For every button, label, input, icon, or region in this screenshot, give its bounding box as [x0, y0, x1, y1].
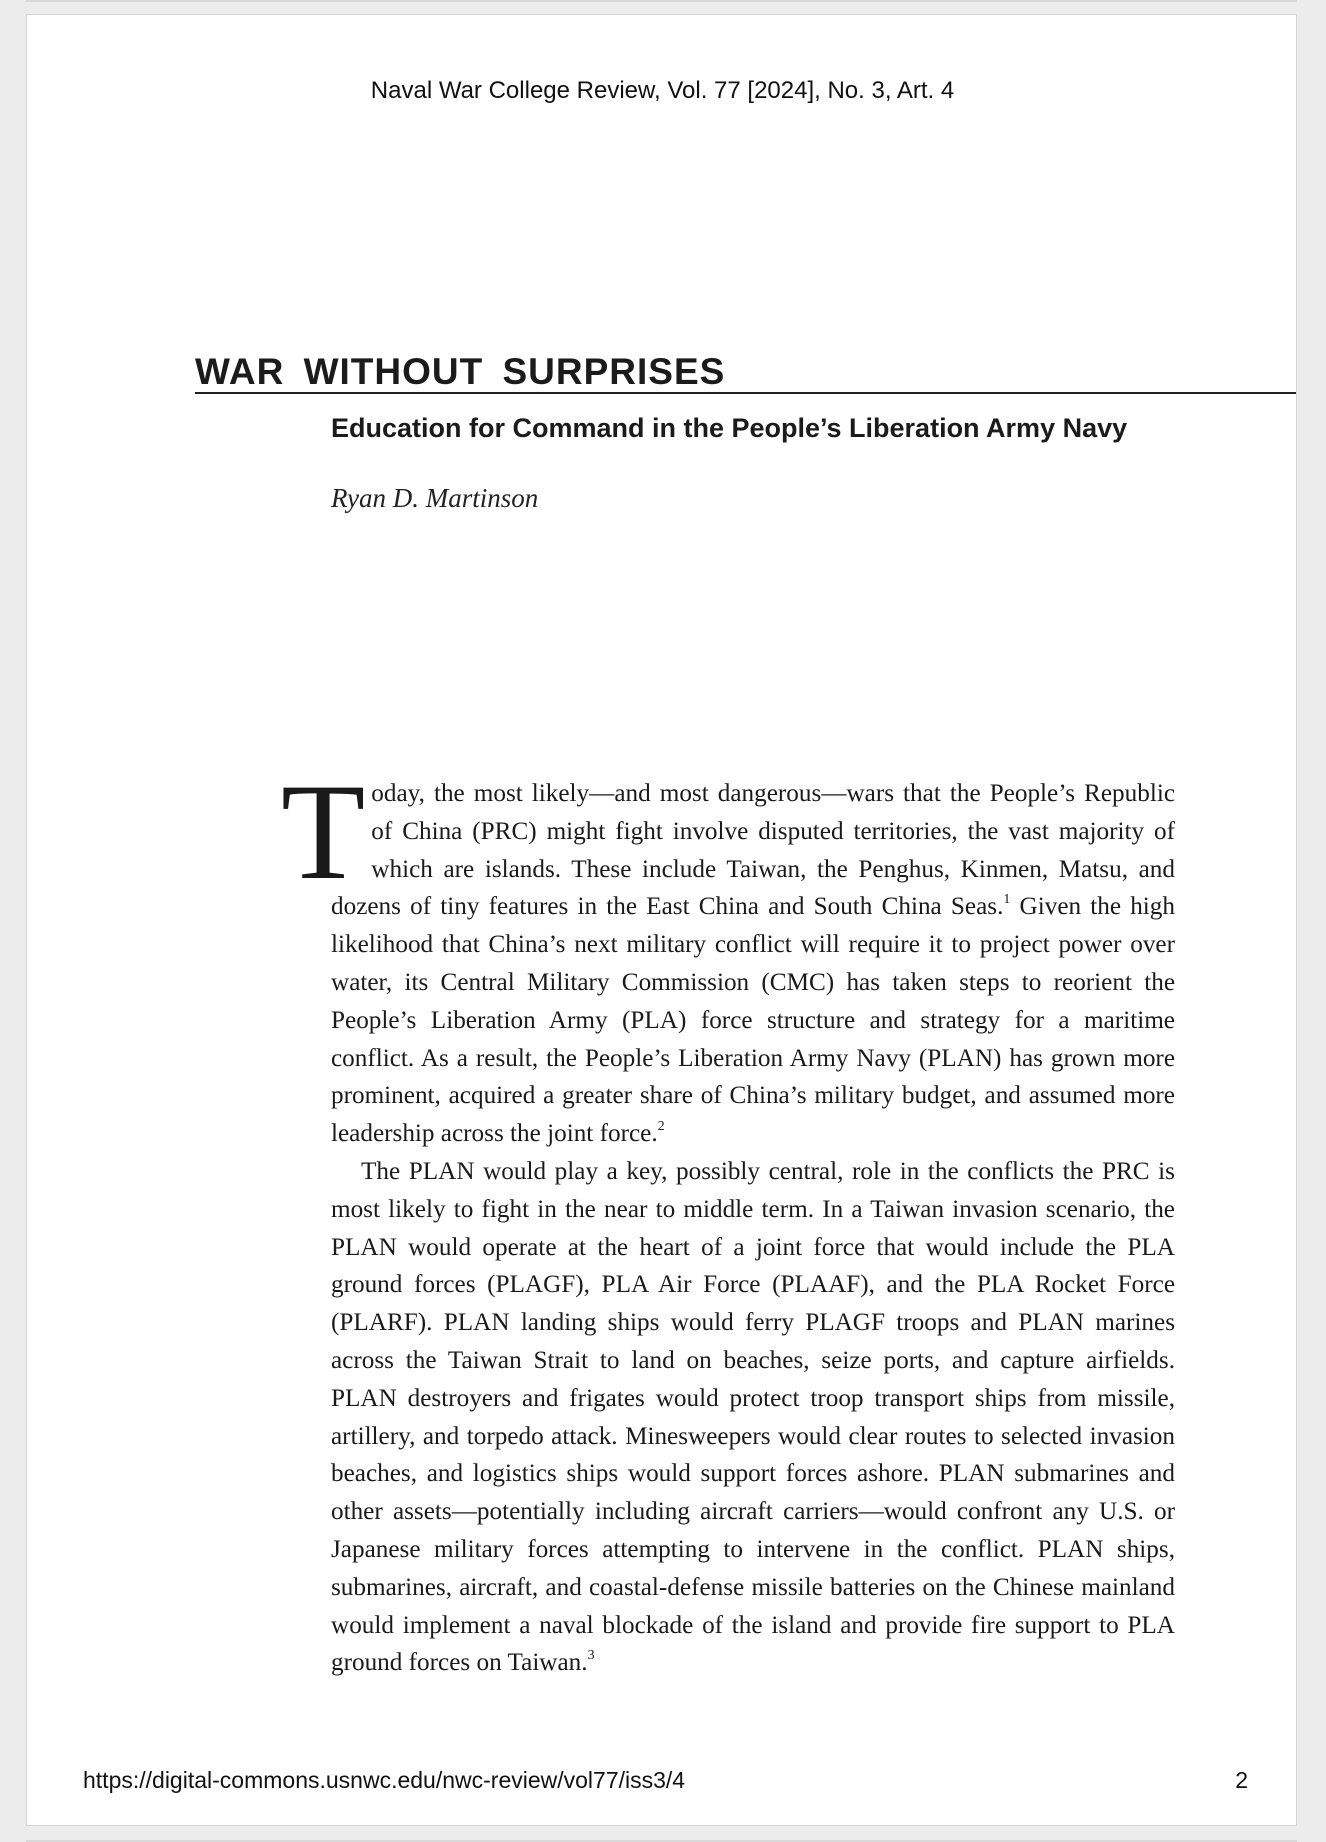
footer-url-link[interactable]: https://digital-commons.usnwc.edu/nwc-review/vol77/iss3/4 [83, 1767, 686, 1793]
article-body [281, 755, 1175, 1682]
paragraph-1-text-b: Given the high likelihood that China’s next military conflict will require it to project power over water, its Central Military Commission (CMC) has taken steps to reorient the People’s Liberation Army (PLA) force structure and strategy for a maritime conflict. As a result, the People’s Liberation Army Navy (PLAN) has grown more prominent, acquired a greater share of China’s military budget, and assumed more leadership across the joint force. [331, 893, 1175, 1148]
document-page [26, 14, 1297, 1826]
running-head-text: Naval War College Review, Vol. 77 [2024], No. 3, Art. 4 [370, 77, 955, 104]
footnote-ref-2[interactable]: 2 [657, 1118, 665, 1134]
paragraph-1-text-a: oday, the most likely—and most dangerous—wars that the People’s Republic of China (PRC) might fight involve disputed territories, the vast majority of which are islands. These include Taiwan, the Penghus, Kinmen, Matsu, and dozens of tiny features in the East China and South China Seas. [331, 780, 1175, 921]
title-rule [195, 392, 1296, 394]
article-title: WAR WITHOUT SURPRISES [195, 351, 726, 392]
footnote-ref-3[interactable]: 3 [587, 1647, 595, 1663]
author-name: Ryan D. Martinson [331, 483, 539, 513]
footnote-ref-1[interactable]: 1 [1003, 892, 1011, 907]
article-subtitle: Education for Command in the People’s Liberation Army Navy [331, 413, 1128, 443]
paragraph-1 [281, 755, 1175, 1153]
page-number: 2 [1235, 1767, 1248, 1793]
running-head [27, 77, 1298, 105]
viewer-edge-top [26, 0, 1297, 2]
paragraph-2 [331, 1153, 1175, 1682]
paragraph-2-text: The PLAN would play a key, possibly central, role in the conflicts the PRC is most likely to fight in the near to middle term. In a Taiwan invasion scenario, the PLAN would operate at the heart of a joint force that would include the PLA ground forces (PLAGF), PLA Air Force (PLAAF), and the PLA Rocket Force (PLARF). PLAN landing ships would ferry PLAGF troops and PLAN marines across the Taiwan Strait to land on beaches, seize ports, and capture airfields. PLAN destroyers and frigates would protect troop transport ships from missile, artillery, and torpedo attack. Minesweepers would clear routes to selected invasion beaches, and logistics ships would support forces ashore. PLAN submarines and other assets—potentially including aircraft carriers—would confront any U.S. or Japanese military forces attempting to intervene in the conflict. PLAN ships, submarines, aircraft, and coastal-defense missile batteries on the Chinese mainland would implement a naval blockade of the island and provide fire support to PLA ground forces on Taiwan. [331, 1157, 1175, 1677]
drop-cap: T [281, 755, 366, 908]
